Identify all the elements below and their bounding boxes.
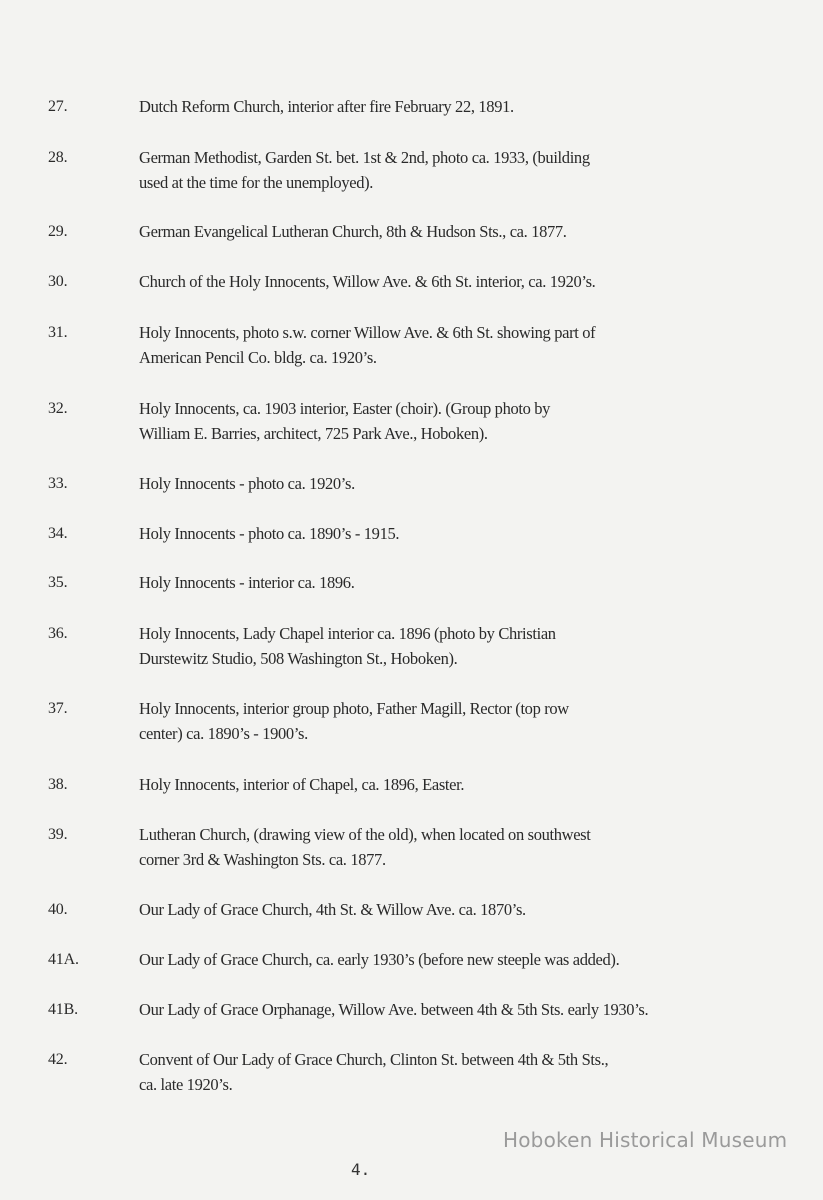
item-description [139, 621, 699, 671]
item-description [139, 570, 699, 595]
description-line: German Evangelical Lutheran Church, 8th & Hudson Sts., ca. 1877. [139, 222, 567, 241]
description-line: Convent of Our Lady of Grace Church, Clinton St. between 4th & 5th Sts., [139, 1050, 609, 1069]
item-number: 34. [48, 525, 68, 542]
item-number: 27. [48, 98, 68, 115]
item-description [139, 997, 699, 1022]
item-number: 28. [48, 149, 68, 166]
item-number: 30. [48, 273, 68, 290]
item-description [139, 396, 699, 446]
description-line: Durstewitz Studio, 508 Washington St., Hoboken). [139, 649, 458, 668]
description-line: Holy Innocents, interior group photo, Father Magill, Rector (top row [139, 699, 569, 718]
item-description [139, 219, 699, 244]
item-number: 42. [48, 1051, 68, 1068]
description-line: Church of the Holy Innocents, Willow Ave. & 6th St. interior, ca. 1920’s. [139, 272, 596, 291]
item-description [139, 94, 699, 119]
description-line: used at the time for the unemployed). [139, 173, 374, 192]
item-number: 35. [48, 574, 68, 591]
description-line: William E. Barries, architect, 725 Park Ave., Hoboken). [139, 424, 488, 443]
description-line: German Methodist, Garden St. bet. 1st & 2nd, photo ca. 1933, (building [139, 148, 590, 167]
description-line: American Pencil Co. bldg. ca. 1920’s. [139, 348, 377, 367]
item-number: 36. [48, 625, 68, 642]
description-line: Holy Innocents, photo s.w. corner Willow Ave. & 6th St. showing part of [139, 323, 596, 342]
description-line: center) ca. 1890’s - 1900’s. [139, 724, 308, 743]
item-number: 29. [48, 223, 68, 240]
item-description [139, 320, 699, 370]
page-number: 4. [351, 1160, 371, 1179]
item-number: 39. [48, 826, 68, 843]
item-description [139, 521, 699, 546]
item-description [139, 822, 699, 872]
item-description [139, 772, 699, 797]
description-line: Our Lady of Grace Church, ca. early 1930’s (before new steeple was added). [139, 950, 620, 969]
item-description [139, 897, 699, 922]
item-description [139, 145, 699, 195]
item-description [139, 696, 699, 746]
description-line: Our Lady of Grace Orphanage, Willow Ave. between 4th & 5th Sts. early 1930’s. [139, 1000, 649, 1019]
item-number: 32. [48, 400, 68, 417]
description-line: Holy Innocents, Lady Chapel interior ca. 1896 (photo by Christian [139, 624, 556, 643]
item-number: 41A. [48, 951, 79, 968]
description-line: Our Lady of Grace Church, 4th St. & Willow Ave. ca. 1870’s. [139, 900, 526, 919]
item-number: 33. [48, 475, 68, 492]
description-line: Holy Innocents - photo ca. 1920’s. [139, 474, 355, 493]
description-line: Holy Innocents, ca. 1903 interior, Easter (choir). (Group photo by [139, 399, 551, 418]
item-description [139, 947, 699, 972]
item-number: 41B. [48, 1001, 78, 1018]
description-line: Holy Innocents - interior ca. 1896. [139, 573, 355, 592]
description-line: Dutch Reform Church, interior after fire February 22, 1891. [139, 97, 514, 116]
description-line: ca. late 1920’s. [139, 1075, 233, 1094]
museum-watermark: Hoboken Historical Museum [503, 1128, 788, 1152]
description-line: corner 3rd & Washington Sts. ca. 1877. [139, 850, 386, 869]
description-line: Lutheran Church, (drawing view of the old), when located on southwest [139, 825, 591, 844]
item-number: 31. [48, 324, 68, 341]
item-number: 40. [48, 901, 68, 918]
item-number: 37. [48, 700, 68, 717]
item-description [139, 1047, 699, 1097]
item-description [139, 269, 699, 294]
item-number: 38. [48, 776, 68, 793]
item-description [139, 471, 699, 496]
description-line: Holy Innocents, interior of Chapel, ca. 1896, Easter. [139, 775, 465, 794]
description-line: Holy Innocents - photo ca. 1890’s - 1915. [139, 524, 400, 543]
